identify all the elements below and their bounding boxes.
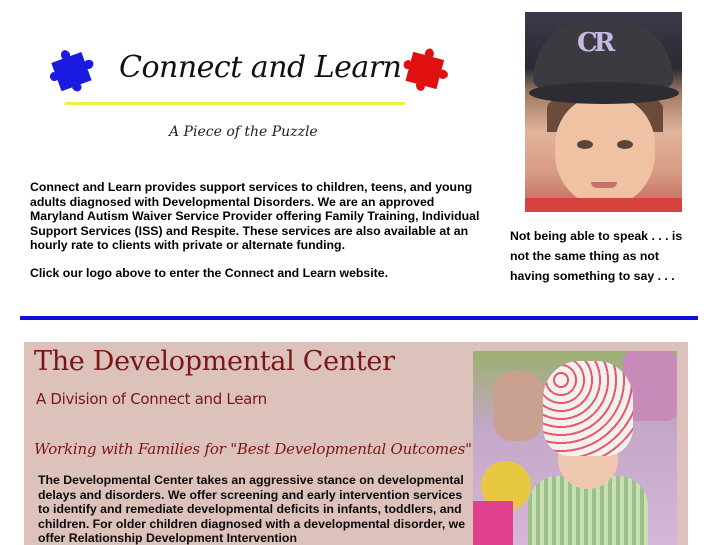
logo-title: Connect and Learn <box>119 50 402 85</box>
toddler-photo <box>473 351 677 545</box>
boy-photo <box>525 12 682 212</box>
quote-text: Not being able to speak . . . is not the same thing as not having something to say . . . <box>510 229 683 283</box>
intro-text <box>30 180 490 294</box>
center-tagline: Working with Families for "Best Developmental Outcomes" <box>34 440 472 458</box>
center-description: The Developmental Center takes an aggressive stance on developmental delays and disorders. We offer screening and early intervention services to identify and remediate developmental deficits in infants, toddlers, and children. For older children diagnosed with a developmental disorder, we offer Relationship Development Intervention <box>38 473 466 545</box>
intro-paragraph-click-logo: Click our logo above to enter the Connect and Learn website. <box>30 265 389 280</box>
logo-tagline: A Piece of the Puzzle <box>169 124 318 140</box>
red-puzzle-piece-icon <box>401 42 453 94</box>
cap-letters: CR <box>577 28 612 58</box>
center-subtitle: A Division of Connect and Learn <box>36 390 267 408</box>
connect-and-learn-logo[interactable] <box>45 38 465 148</box>
section-divider <box>20 316 698 320</box>
logo-underline <box>65 102 405 105</box>
blue-puzzle-piece-icon <box>47 42 99 94</box>
center-title: The Developmental Center <box>34 346 395 377</box>
intro-paragraph-services: Connect and Learn provides support services to children, teens, and young adults diagnosed with Developmental Disorders. We are an approved Maryland Autism Waiver Service Provider offering Family Training, Individual Support Services (ISS) and Respite. These services are also available at an hourly rate to clients with private or alternate funding. <box>30 180 480 253</box>
